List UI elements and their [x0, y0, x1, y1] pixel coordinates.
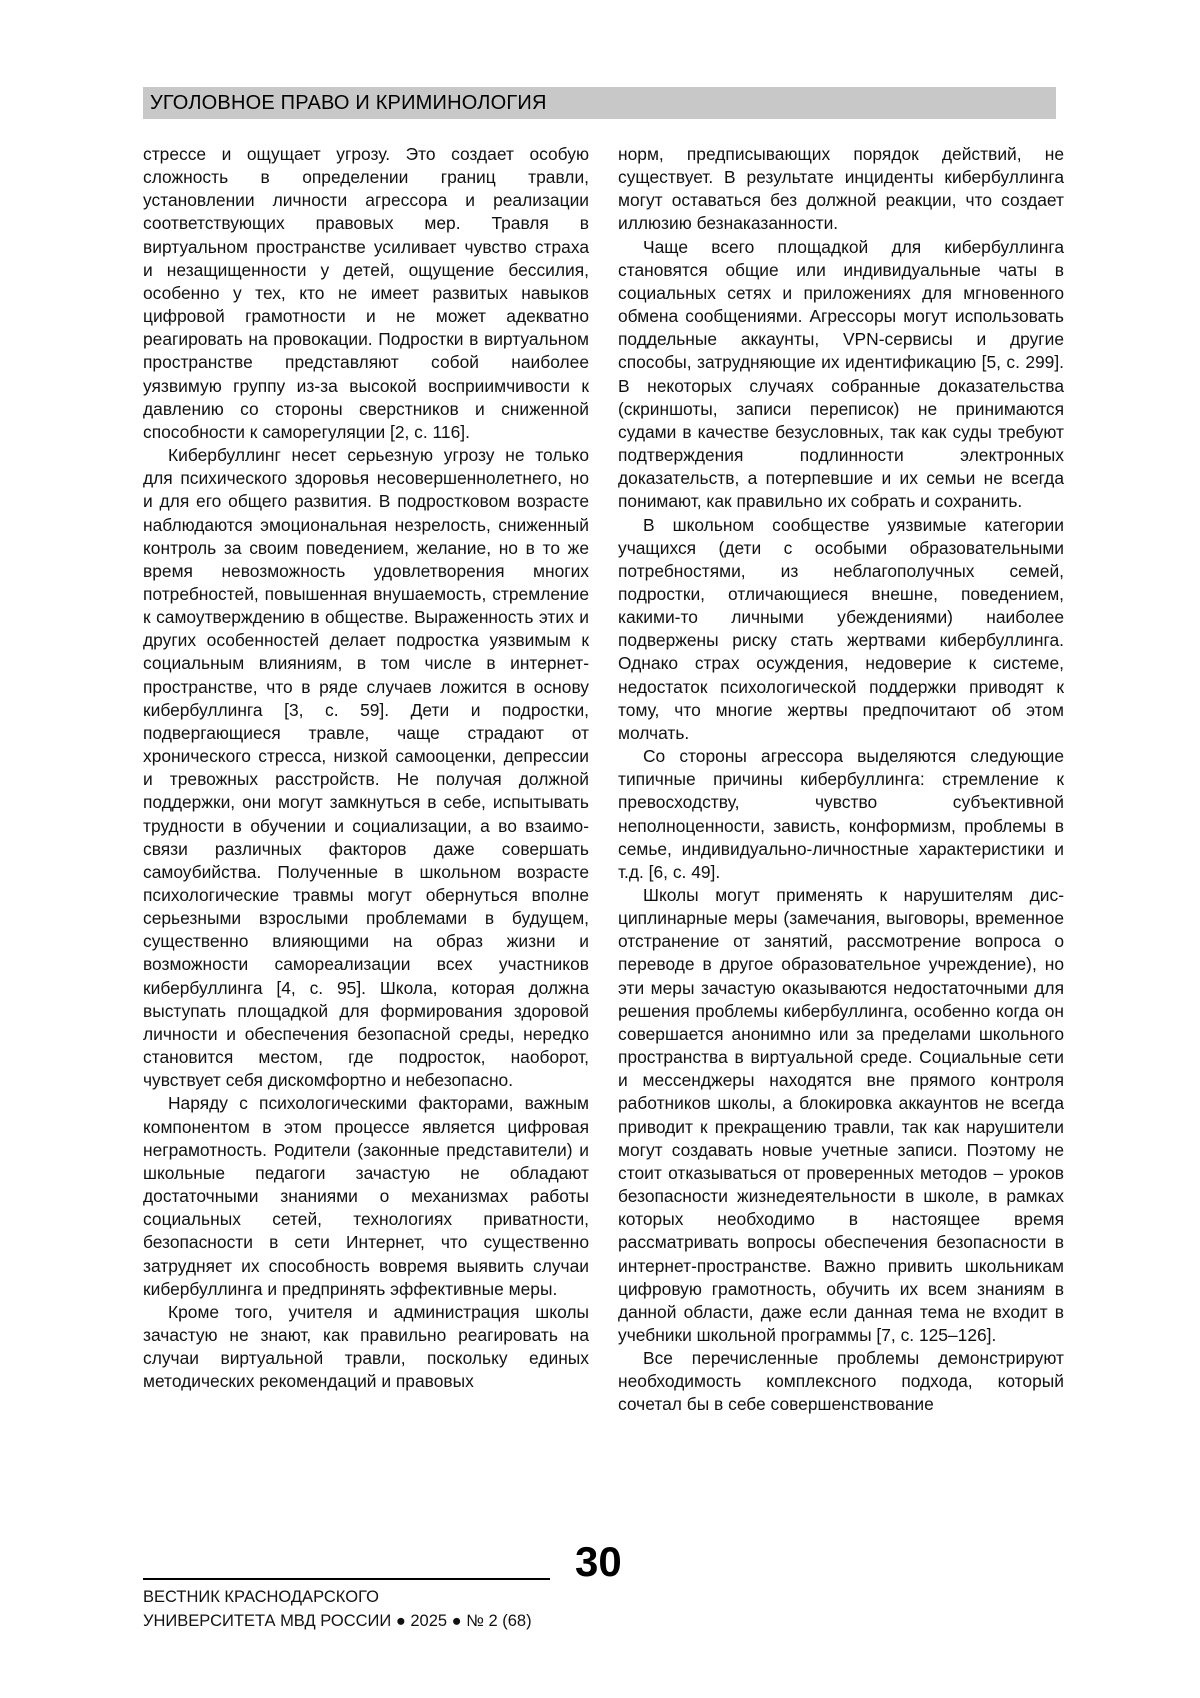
paragraph: Школы могут применять к нарушителям дисциплинарные меры (замечания, выговоры, временное отстранение от занятий, рассмотрение вопроса о переводе в другое образовательное учреждение), но эти меры зачастую оказываются недостаточными для решения проблемы кибербуллинга, особенно когда он совершается анонимно или за пределами школьного пространства в виртуальной среде. Социальные сети и мессенджеры находятся вне прямого контроля работников школы, а блокировка аккаунтов не всегда приводит к прекращению травли, так как нарушители могут создавать новые учетные записи. Поэтому не стоит отказываться от проверенных методов – уроков безопасности жизнедеятельности в школе, в рамках которых необходимо в настоящее время рассматривать вопросы обеспечения безопасности в интернет-пространстве. Важно привить школьникам цифровую грамотность, обучить их всем знаниям в данной области, даже если данная тема не входит в учебники школьной программы [7, с. 125–126]. [618, 885, 1064, 1345]
paragraph: Чаще всего площадкой для кибербуллинга становятся общие или индивидуальные чаты в социальных сетях и приложениях для мгновенного обмена сообщениями. Агрессоры могут использовать поддельные аккаунты, VPN-сервисы и другие способы, затрудняющие их идентификацию [5, с. 299]. В некоторых случаях собранные доказательства (скриншоты, записи переписок) не принимаются судами в качестве безусловных, так как суды требуют подтверждения подлинности электронных доказательств, а потерпевшие и их семьи не всегда понимают, как правильно их собрать и сохранить. [618, 236, 1064, 512]
page-number: 30 [575, 1538, 622, 1585]
journal-name-line2: УНИВЕРСИТЕТА МВД РОССИИ ● 2025 ● № 2 (68) [143, 1612, 532, 1630]
journal-name-line1: ВЕСТНИК КРАСНОДАРСКОГО [143, 1588, 379, 1606]
paragraph: Наряду с психологическими факторами, важным компонентом в этом процессе является цифровая неграмотность. Родители (законные представители) и школьные педагоги зачастую не обладают достаточными знаниями о механизмах работы социальных сетей, технологиях приватности, безопасности в сети Интернет, что существенно затрудняет их способность вовремя выявить случаи кибербуллинга и предпринять эффективные меры. [143, 1093, 589, 1299]
paragraph: Все перечисленные проблемы демонстрируют необходимость комплексного подхода, который сочетал бы в себе совершенствование [618, 1348, 1064, 1415]
paragraph: В школьном сообществе уязвимые категории учащихся (дети с особыми образовательными потребностями, из неблагополучных семей, подростки, отличающиеся внешне, поведением, какими-то личными убеждениями) наиболее подвержены риску стать жертвами кибербуллинга. Однако страх осуждения, недоверие к системе, недостаток психологической поддержки приводят к тому, что многие жертвы предпочитают об этом молчать. [618, 514, 1064, 743]
right-column [618, 143, 1064, 1417]
footer-divider [143, 1578, 550, 1580]
paragraph: стрессе и ощущает угрозу. Это создает особую сложность в определении границ травли, установлении личности агрессора и реализации соответствующих правовых мер. Травля в виртуальном пространстве усиливает чувство страха и незащищенности у детей, ощущение бессилия, особенно у тех, кто не имеет развитых навыков цифровой грамотности и не может адекватно реагировать на провокации. Подростки в виртуальном пространстве представляют собой наиболее уязвимую группу из-за высокой восприимчивости к давлению со стороны сверстников и сниженной способности к саморегуляции [2, с. 116]. [143, 144, 589, 442]
paragraph: Кроме того, учителя и администрация школы зачастую не знают, как правильно реагировать на случаи виртуальной травли, поскольку единых методических рекомендаций и правовых [143, 1301, 589, 1392]
section-title: УГОЛОВНОЕ ПРАВО И КРИМИНОЛОГИЯ [150, 92, 547, 114]
paragraph: Со стороны агрессора выделяются следующие типичные причины кибербуллинга: стремление к превосходству, чувство субъективной неполноценности, зависть, конформизм, проблемы в семье, индивидуально-личностные характеристики и т.д. [6, с. 49]. [618, 746, 1064, 882]
paragraph: Кибербуллинг несет серьезную угрозу не только для психического здоровья несовершеннолетнего, но и для его общего развития. В подростковом возрасте наблюдаются эмоциональная незрелость, сниженный контроль за своим поведением, желание, но в то же время невозможность удовлетворения многих потребностей, повышенная внушаемость, стремление к самоутверждению в обществе. Выраженность этих и других особенностей делает подростка уязвимым к социальным влияниям, в том числе в интернет-пространстве, что в ряде случаев ложится в основу кибербуллинга [3, с. 59]. Дети и подростки, подвергающиеся травле, чаще страдают от хронического стресса, низкой самооценки, депрессии и тревожных расстройств. Не получая должной поддержки, они могут замкнуться в себе, испытывать трудности в обучении и социализации, а во взаимосвязи различных факторов даже совершать самоубийства. Полученные в школьном возрасте психологические травмы могут обернуться вполне серьезными взрослыми проблемами в будущем, существенно влияющими на образ жизни и возможности самореализации всех участников кибербуллинга [4, с. 95]. Школа, которая должна выступать площадкой для формирования здоровой личности и обеспечения безопасной среды, нередко становится местом, где подросток, наоборот, чувствует себя дискомфортно и небезопасно. [143, 445, 589, 1091]
paragraph: норм, предписывающих порядок действий, не существует. В результате инциденты кибербуллинга могут оставаться без должной реакции, что создает иллюзию безнаказанности. [618, 144, 1064, 234]
left-column [143, 143, 589, 1393]
